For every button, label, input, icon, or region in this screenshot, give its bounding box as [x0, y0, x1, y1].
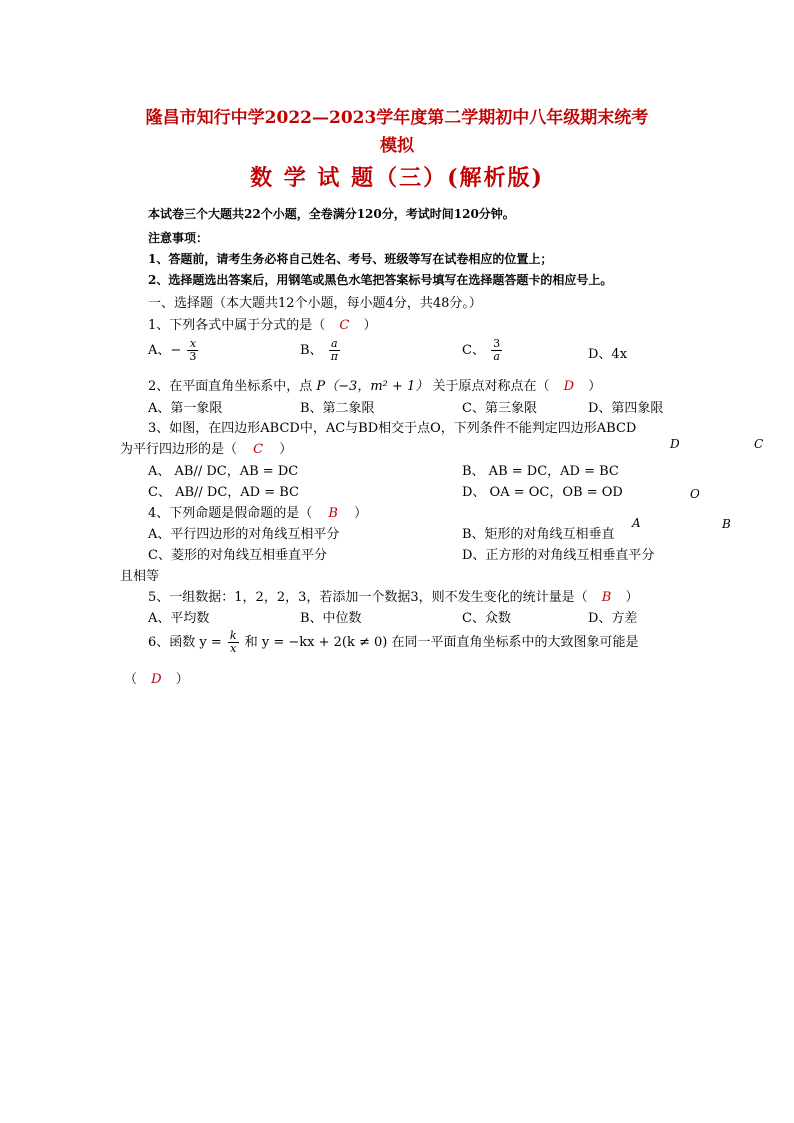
- q2-answer: D: [563, 379, 575, 394]
- figure-label-d: D: [670, 437, 680, 451]
- exam-info: 本试卷三个大题共22个小题，全卷满分120分，考试时间120分钟。: [148, 207, 515, 221]
- q1-a-den: 3: [189, 350, 197, 363]
- q1-option-a: [148, 338, 200, 363]
- q4-answer: B: [328, 506, 338, 521]
- q3-close: ）: [279, 442, 293, 457]
- q1-stem: [148, 314, 377, 333]
- q5-close: ）: [625, 590, 639, 605]
- q1-a-num: x: [187, 338, 198, 351]
- q2-option-c: C、第三象限: [462, 401, 537, 416]
- q5-stem-text: 5、一组数据：1，2，2，3，若添加一个数据3，则不发生变化的统计量是（: [148, 590, 588, 605]
- q1-close: ）: [363, 318, 377, 333]
- figure-label-a: A: [632, 516, 641, 530]
- q5-option-a: A、平均数: [148, 611, 210, 626]
- q6-fraction: [228, 630, 239, 655]
- q4-option-d-continued: 且相等: [120, 569, 160, 584]
- q6-stem-mid: 和 y = −kx + 2(k ≠ 0): [244, 635, 388, 650]
- q2-option-b: B、第二象限: [300, 401, 375, 416]
- q1-c-num: 3: [493, 337, 501, 350]
- q6-answer-line: [124, 668, 189, 687]
- q1-option-c: [462, 338, 504, 363]
- q5-answer: B: [601, 590, 612, 605]
- q5-stem: [148, 586, 639, 605]
- q4-option-c: C、菱形的对角线互相垂直平分: [148, 548, 327, 563]
- notes-title: 注意事项：: [148, 231, 209, 245]
- q2-option-a: A、第一象限: [148, 401, 223, 416]
- q3-stem-pre: 为平行四边形的是（: [120, 442, 238, 457]
- title-line-1: 隆昌市知行中学2022—2023学年度第二学期初中八年级期末统考: [145, 108, 649, 128]
- q3-option-a: A、 AB// DC，AB = DC: [148, 464, 299, 479]
- q2-stem: [148, 375, 601, 394]
- q2-stem-pre: 2、在平面直角坐标系中，点: [148, 379, 313, 394]
- q4-stem-text: 4、下列命题是假命题的是（: [148, 506, 313, 521]
- q2-option-d: D、第四象限: [588, 401, 664, 416]
- q3-stem-line1: 3、如图，在四边形ABCD中，AC与BD相交于点O，下列条件不能判定四边形ABCD: [148, 421, 637, 436]
- title-line-2: 模拟: [380, 136, 414, 156]
- q3-option-d: D、 OA = OC，OB = OD: [462, 485, 623, 500]
- q6-stem-pre: 6、函数 y =: [148, 635, 222, 650]
- note-1: 1、答题前，请考生务必将自己姓名、考号、班级等写在试卷相应的位置上；: [148, 252, 553, 266]
- q5-option-c: C、众数: [462, 611, 511, 626]
- q2-point: P（−3，m² + 1）: [316, 379, 429, 394]
- q4-stem: [148, 502, 367, 521]
- q1-answer: C: [339, 318, 350, 333]
- title-line-3: 数 学 试 题（三）(解析版): [250, 165, 544, 191]
- q6-open: （: [124, 672, 138, 687]
- q1-c-fraction: [491, 338, 502, 363]
- q5-option-d: D、方差: [588, 611, 638, 626]
- q4-close: ）: [354, 506, 368, 521]
- section-1-title: 一、选择题（本大题共12个小题，每小题4分，共48分。）: [148, 296, 482, 311]
- q1-b-fraction: [329, 338, 340, 363]
- q5-option-b: B、中位数: [300, 611, 362, 626]
- q6-fraction-num: k: [229, 629, 237, 642]
- q6-stem-post: 在同一平面直角坐标系中的大致图象可能是: [391, 635, 639, 650]
- figure-label-c: C: [754, 437, 764, 451]
- q6-answer: D: [151, 672, 162, 687]
- q4-option-d: D、正方形的对角线互相垂直平分: [462, 548, 655, 563]
- note-2: 2、选择题选出答案后，用钢笔或黑色水笔把答案标号填写在选择题答题卡的相应号上。: [148, 273, 613, 287]
- q3-option-c: C、 AB// DC，AD = BC: [148, 485, 299, 500]
- q3-answer: C: [253, 442, 264, 457]
- q1-b-prefix: B、: [300, 343, 323, 358]
- q1-stem-text: 1、下列各式中属于分式的是（: [148, 318, 326, 333]
- q6-fraction-den: x: [230, 642, 237, 655]
- q2-close: ）: [588, 379, 602, 394]
- q2-stem-post: 关于原点对称点在（: [432, 379, 550, 394]
- q1-option-b: [300, 338, 342, 363]
- q1-b-den: π: [330, 350, 338, 363]
- q1-a-prefix: A、−: [148, 343, 182, 358]
- q1-option-d: D、4x: [588, 347, 628, 362]
- q6-close: ）: [175, 672, 189, 687]
- q4-option-b: B、矩形的对角线互相垂直: [462, 527, 615, 542]
- figure-label-b: B: [722, 517, 731, 531]
- q3-option-b: B、 AB = DC，AD = BC: [462, 464, 619, 479]
- q4-option-a: A、平行四边形的对角线互相平分: [148, 527, 340, 542]
- q1-c-prefix: C、: [462, 343, 485, 358]
- q1-c-den: a: [493, 350, 500, 363]
- figure-label-o: O: [690, 487, 700, 501]
- q1-a-fraction: [187, 338, 198, 363]
- q3-stem-line2: [120, 438, 292, 457]
- q6-stem: [148, 630, 639, 655]
- q1-b-num: a: [329, 338, 340, 351]
